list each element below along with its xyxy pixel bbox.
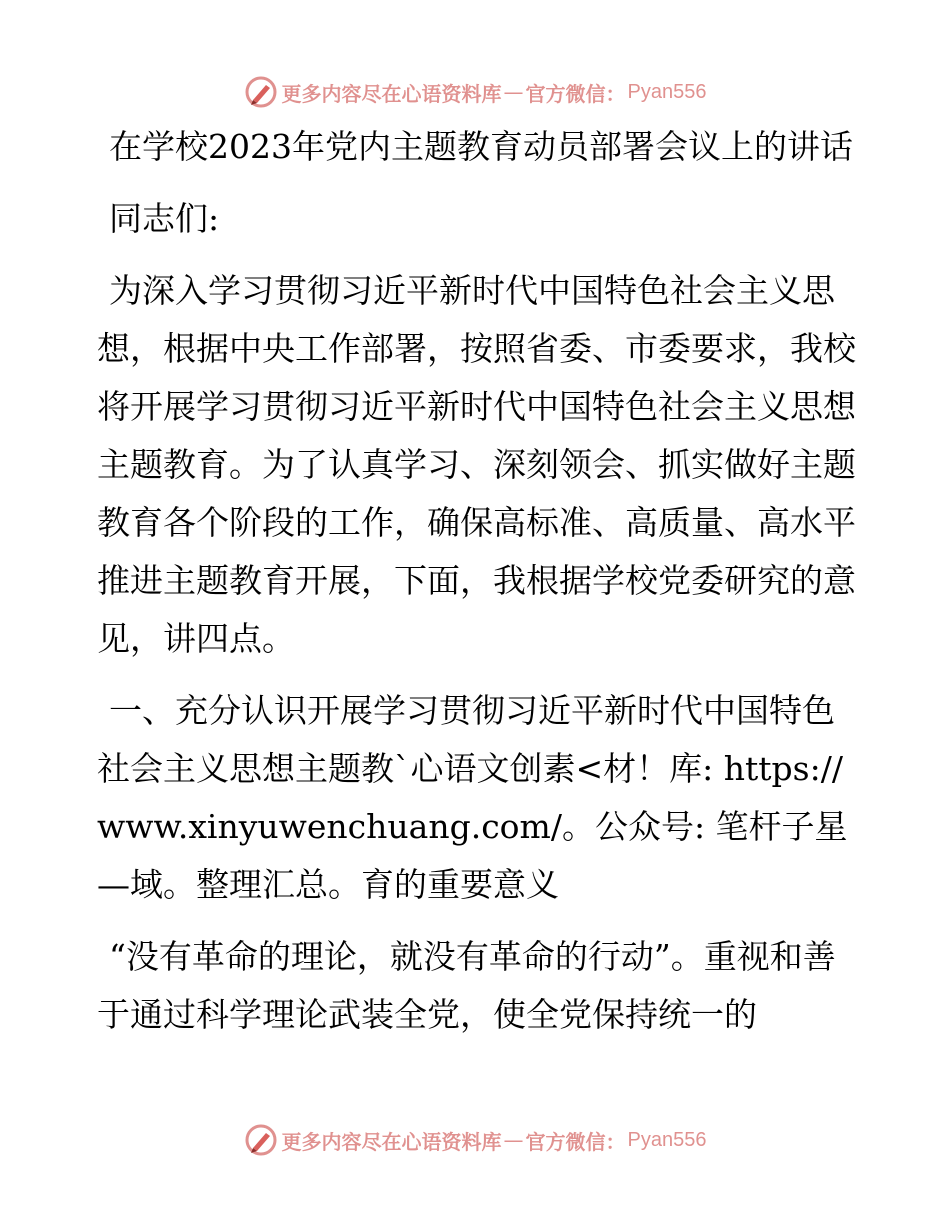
greeting: 同志们: — [109, 199, 220, 238]
banner-wechat-id: Pyan556 — [627, 80, 707, 103]
banner-text: 更多内容尽在心语资料库 — [281, 81, 502, 106]
watermark-banner-top — [0, 72, 950, 112]
pen-circle-icon — [244, 1123, 278, 1157]
paragraph-intro: 为深入学习贯彻习近平新时代中国特色社会主义思想，根据中央工作部署，按照省委、市委要求，我校将开展学习贯彻习近平新时代中国特色社会主义思想主题教育。为了认真学习、深刻领会、抓实做好主题教育各个阶段的工作，确保高标准、高质量、高水平推进主题教育开展，下面，我根据学校党委研究的意见，讲四点。 — [97, 271, 856, 658]
document-title: 在学校2023年党内主题教育动员部署会议上的讲话 — [109, 127, 853, 166]
banner-text: 更多内容尽在心语资料库 — [281, 1129, 502, 1154]
section-heading-1: 一、充分认识开展学习贯彻习近平新时代中国特色社会主义思想主题教`心语文创素<材！库: https://www.xinyuwenchuang.com/。公众号: 笔杆子星—域。整理汇总。育的重要意义 — [97, 691, 848, 904]
banner-wechat-id: Pyan556 — [627, 1128, 707, 1151]
watermark-banner-bottom — [0, 1120, 950, 1160]
document-body — [97, 118, 857, 1044]
banner-dash: — — [503, 1128, 524, 1152]
pen-circle-icon — [244, 75, 278, 109]
banner-wechat-label: 官方微信： — [525, 1129, 626, 1154]
banner-wechat-label: 官方微信： — [525, 81, 626, 106]
banner-dash: — — [503, 80, 524, 104]
paragraph-section-1: “没有革命的理论，就没有革命的行动”。重视和善于通过科学理论武装全党，使全党保持统一的 — [97, 937, 836, 1034]
